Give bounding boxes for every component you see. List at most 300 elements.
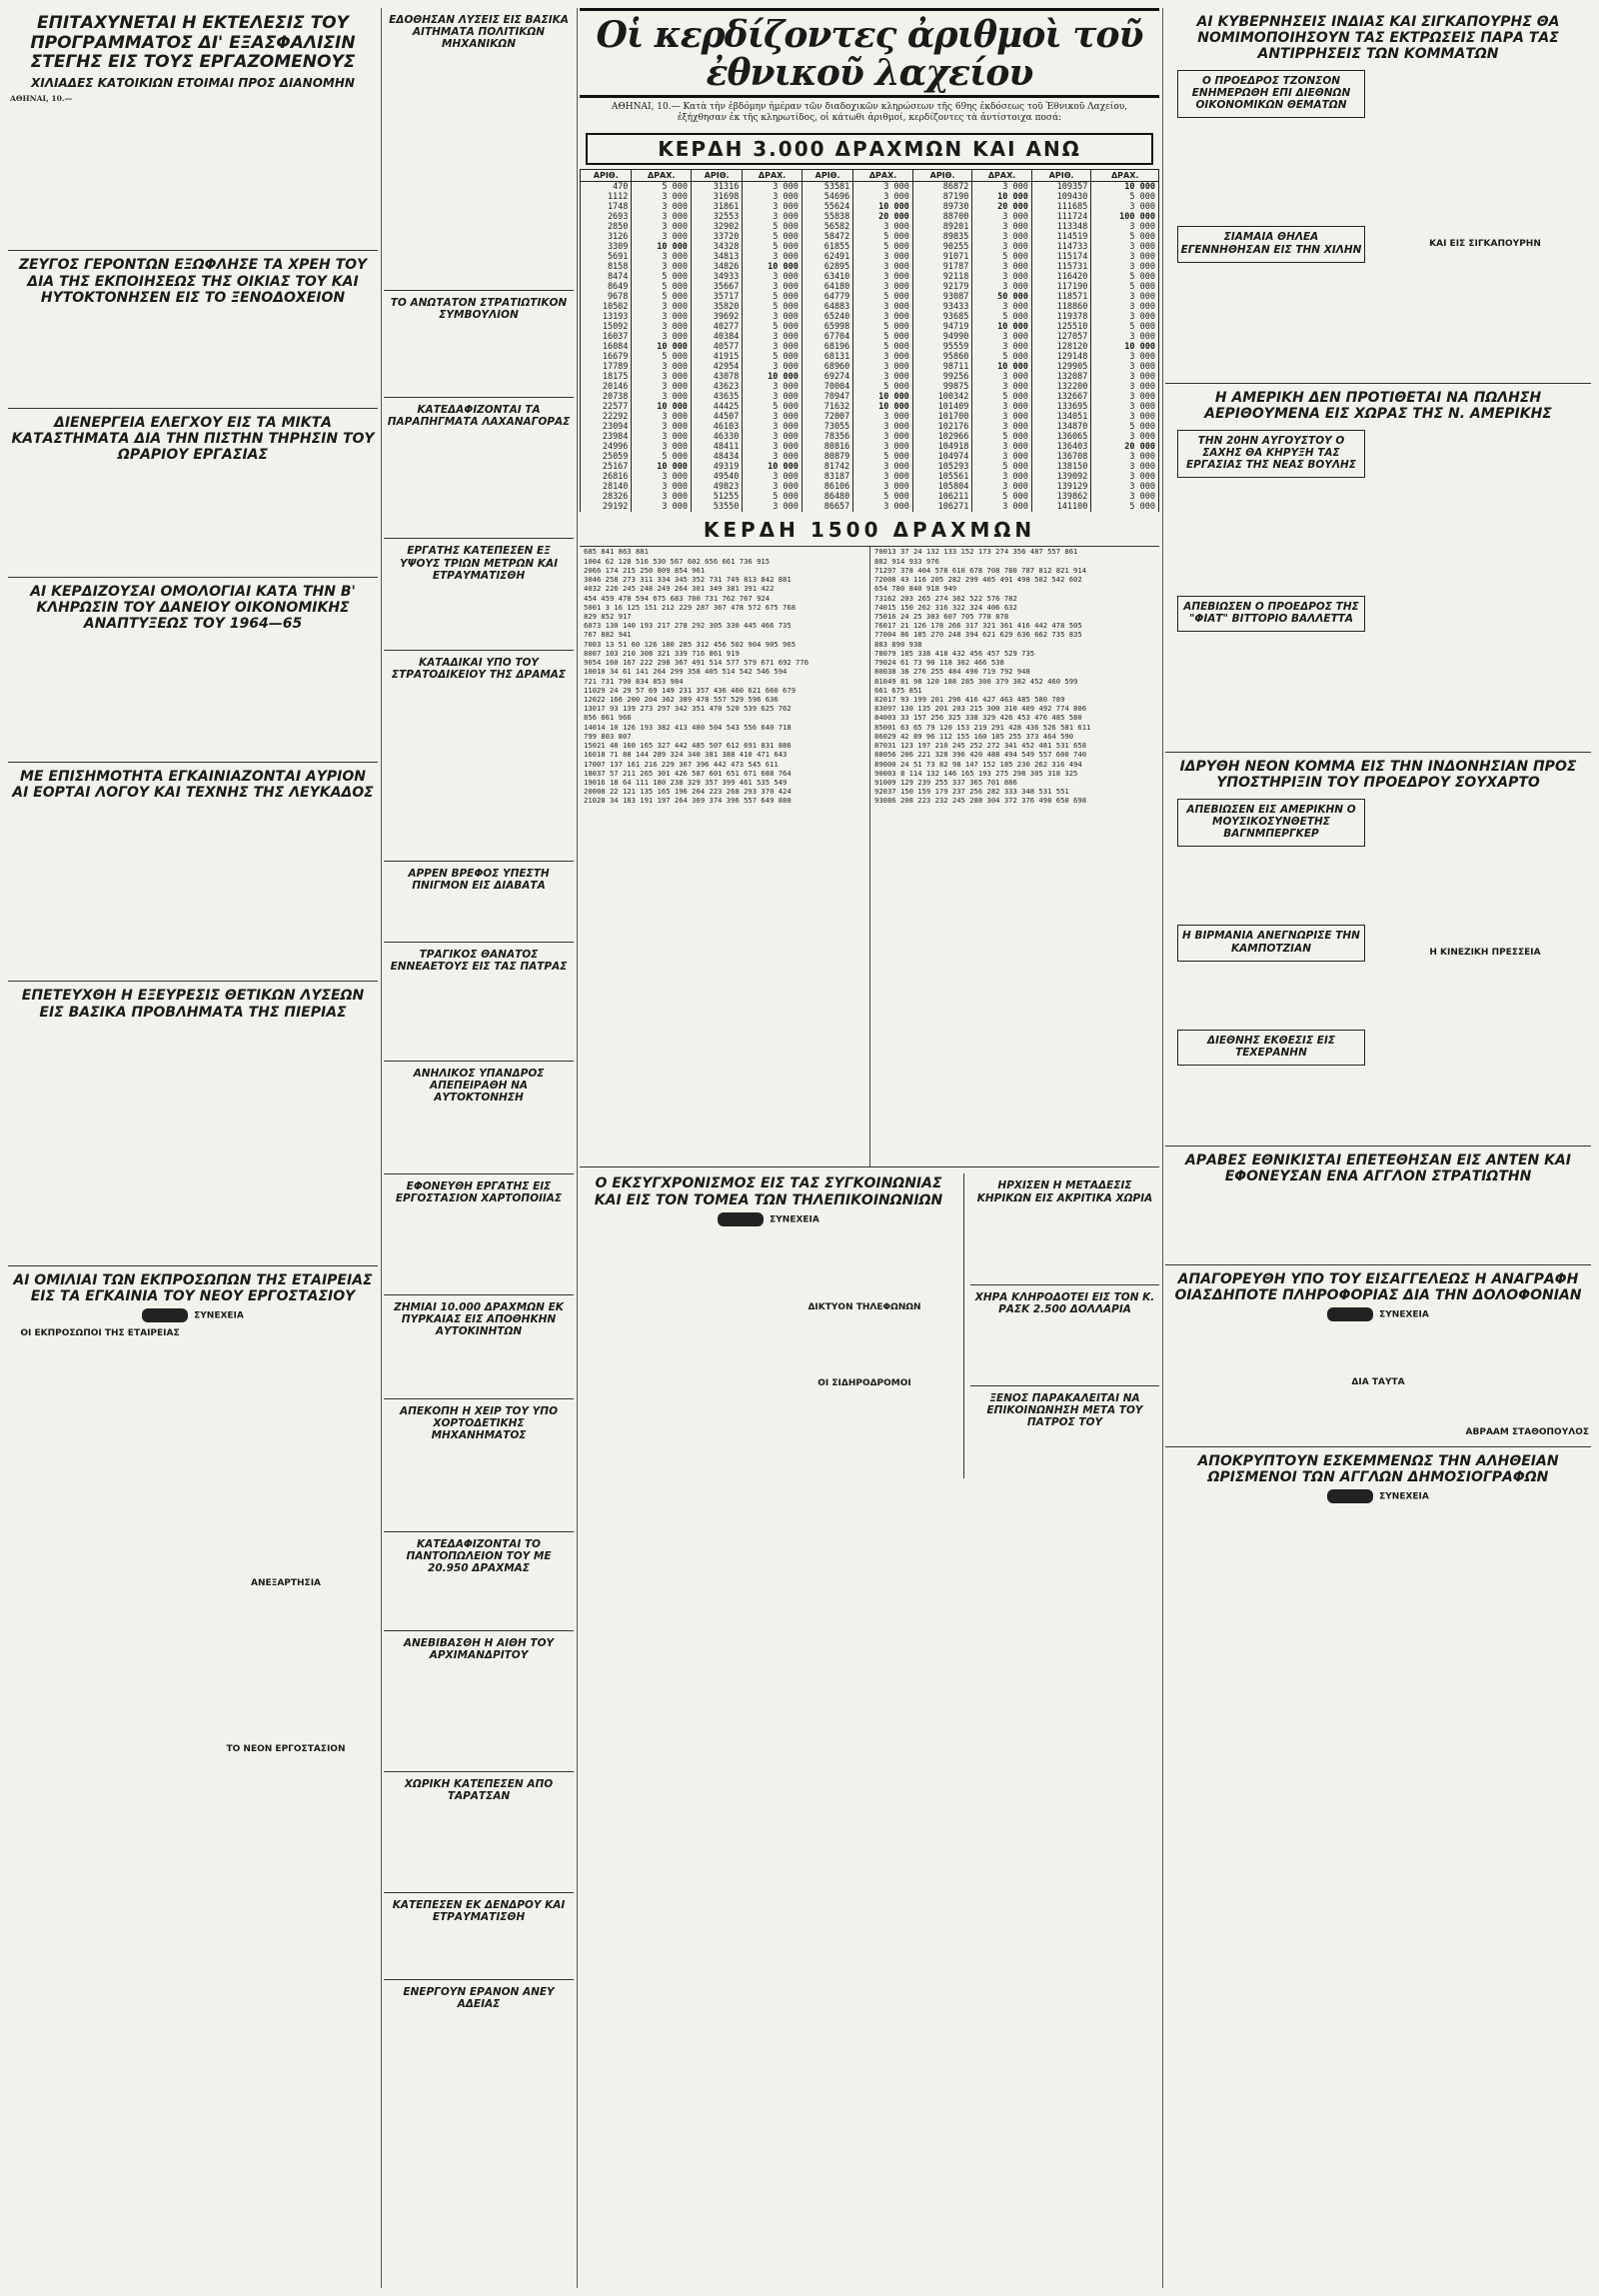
article-body <box>386 325 572 391</box>
ticket-number: 35667 <box>691 282 742 292</box>
ticket-number: 86872 <box>912 181 972 192</box>
table-row <box>581 442 1159 452</box>
prize-amount: 3 000 <box>632 392 692 402</box>
ticket-number: 8158 <box>581 262 632 272</box>
ticket-number: 139092 <box>1031 472 1091 482</box>
headline: ΕΠΙΤΑΧΥΝΕΤΑΙ Η ΕΚΤΕΛΕΣΙΣ ΤΟΥ ΠΡΟΓΡΑΜΜΑΤΟΣ ΔΙ' ΕΞΑΣΦΑΛΙΣΙΝ ΣΤΕΓΗΣ ΕΙΣ ΤΟΥΣ ΕΡΓΑΖΟΜΕΝΟΥΣ <box>30 13 356 73</box>
column-rule <box>381 8 382 2288</box>
ticket-number: 132200 <box>1031 382 1091 392</box>
headline: ΑΝΕΒΙΒΑΣΘΗ Η ΑΙΘΗ ΤΟΥ ΑΡΧΙΜΑΝΔΡΙΤΟΥ <box>403 1636 555 1661</box>
ticket-number: 58472 <box>801 232 852 242</box>
number-line: 87031 123 197 210 245 252 272 341 452 481 531 658 <box>874 741 1087 751</box>
prize-amount: 3 000 <box>972 482 1032 492</box>
article-body <box>1167 267 1375 377</box>
prize-amount: 3 000 <box>853 372 913 382</box>
column-header-drachmas: ΔΡΑΧ. <box>743 169 802 181</box>
prize-amount: 3 000 <box>1091 412 1159 422</box>
ticket-number: 56582 <box>801 222 852 232</box>
prize-amount: 3 000 <box>853 312 913 322</box>
ticket-number: 64883 <box>801 302 852 312</box>
article-lefkada <box>8 763 378 982</box>
headline: Ο ΠΡΟΕΔΡΟΣ ΤΖΟΝΣΟΝ ΕΝΗΜΕΡΩΘΗ ΕΠΙ ΔΙΕΘΝΩΝ ΟΙΚΟΝΟΜΙΚΩΝ ΘΕΜΑΤΩΝ <box>1191 75 1351 112</box>
prize-amount: 5 000 <box>1091 322 1159 332</box>
headline: ΑΙ ΚΕΡΔΙΖΟΥΣΑΙ ΟΜΟΛΟΓΙΑΙ ΚΑΤΑ ΤΗΝ Β' ΚΛΗΡΩΣΙΝ ΤΟΥ ΔΑΝΕΙΟΥ ΟΙΚΟΝΟΜΙΚΗΣ ΑΝΑΠΤΥΞΕΩΣ ΤΟΥ 1964—65 <box>30 584 356 633</box>
ticket-number: 40577 <box>691 342 742 352</box>
headline: ΞΕΝΟΣ ΠΑΡΑΚΑΛΕΙΤΑΙ ΝΑ ΕΠΙΚΟΙΝΩΝΗΣΗ ΜΕΤΑ ΤΟΥ ΠΑΤΡΟΣ ΤΟΥ <box>986 1391 1143 1428</box>
article-journalists <box>1165 1447 1591 1702</box>
ticket-number: 73055 <box>801 422 852 432</box>
ticket-number: 100342 <box>912 392 972 402</box>
ticket-number: 111724 <box>1031 212 1091 222</box>
prize-amount: 3 000 <box>972 242 1032 252</box>
article-body: ΑΘΗΝΑΙ, 10.— <box>10 94 376 244</box>
article-body <box>1381 961 1589 1091</box>
prize-amount: 3 000 <box>1091 252 1159 262</box>
ticket-number: 15092 <box>581 322 632 332</box>
article-body <box>1381 426 1589 746</box>
prize-amount: 5 000 <box>972 312 1032 322</box>
table-row <box>581 372 1159 382</box>
prize-amount: 5 000 <box>632 292 692 302</box>
headline: Η ΑΜΕΡΙΚΗ ΔΕΝ ΠΡΟΤΙΘΕΤΑΙ ΝΑ ΠΩΛΗΣΗ ΑΕΡΙΘΟΥΜΕΝΑ ΕΙΣ ΧΩΡΑΣ ΤΗΣ Ν. ΑΜΕΡΙΚΗΣ <box>1204 389 1552 422</box>
article-body <box>1167 122 1375 222</box>
ticket-number: 13193 <box>581 312 632 322</box>
logo-mark-icon <box>1327 1489 1373 1503</box>
number-line: 767 882 941 <box>584 630 632 640</box>
ticket-number: 80879 <box>801 452 852 462</box>
table-row <box>581 412 1159 422</box>
ticket-number: 41915 <box>691 352 742 362</box>
ticket-number: 102176 <box>912 422 972 432</box>
prize-amount: 5 000 <box>853 242 913 252</box>
ticket-number: 106211 <box>912 492 972 502</box>
prize-amount: 3 000 <box>972 262 1032 272</box>
number-line: 93086 208 223 232 245 288 304 372 376 498 650 698 <box>874 796 1087 806</box>
ticket-number: 86657 <box>801 502 852 512</box>
article-body <box>386 1108 572 1167</box>
number-line: 77004 86 185 270 248 394 621 629 636 662 735 835 <box>874 630 1082 640</box>
ticket-number: 68196 <box>801 342 852 352</box>
number-line: 2066 174 215 250 809 854 961 <box>584 565 706 575</box>
table-row <box>581 202 1159 212</box>
ticket-number: 70004 <box>801 382 852 392</box>
ticket-number: 49540 <box>691 472 742 482</box>
headline: ΑΝΗΛΙΚΟΣ ΥΠΑΝΔΡΟΣ ΑΠΕΠΕΙΡΑΘΗ ΝΑ ΑΥΤΟΚΤΟΝΗΣΗ <box>413 1068 545 1105</box>
article-tree <box>384 1893 574 1980</box>
ticket-number: 62491 <box>801 252 852 262</box>
article-hand <box>384 1399 574 1532</box>
ticket-number: 132087 <box>1031 372 1091 382</box>
number-line: 80038 38 276 255 484 490 719 792 948 <box>874 667 1030 677</box>
ticket-number: 32553 <box>691 212 742 222</box>
number-line: 799 803 807 <box>584 731 632 741</box>
ticket-number: 8474 <box>581 272 632 282</box>
ticket-number: 8649 <box>581 282 632 292</box>
ticket-number: 132667 <box>1031 392 1091 402</box>
prize-amount: 3 000 <box>853 252 913 262</box>
article-body <box>1167 1390 1589 1424</box>
article-body <box>1167 482 1375 592</box>
number-line: 72008 43 116 205 282 299 405 491 498 502 542 602 <box>874 575 1082 585</box>
ticket-number: 109357 <box>1031 181 1091 192</box>
prize-amount: 3 000 <box>972 502 1032 512</box>
prize-amount: 5 000 <box>632 452 692 462</box>
table-row <box>581 402 1159 412</box>
prize-amount: 3 000 <box>632 322 692 332</box>
table-row <box>581 312 1159 322</box>
column-header-drachmas: ΔΡΑΧ. <box>972 169 1032 181</box>
ticket-number: 44425 <box>691 402 742 412</box>
prize-amount: 3 000 <box>1091 332 1159 342</box>
article-body <box>10 1341 190 1951</box>
article-body <box>1167 636 1375 746</box>
table-row <box>581 262 1159 272</box>
ticket-number: 68131 <box>801 352 852 362</box>
prize-amount: 3 000 <box>632 472 692 482</box>
prize-amount: 3 000 <box>632 222 692 232</box>
ticket-number: 89835 <box>912 232 972 242</box>
ticket-number: 62895 <box>801 262 852 272</box>
number-line: 17007 137 161 216 229 367 396 442 473 545 611 <box>584 759 779 769</box>
continuation-label: ΣΥΝΕΧΕΙΑ <box>1167 1307 1589 1321</box>
prize-amount: 5 000 <box>853 342 913 352</box>
prize-amount: 3 000 <box>632 232 692 242</box>
number-line: 454 459 478 594 675 683 700 731 762 767 924 <box>584 593 771 603</box>
table-row <box>581 482 1159 492</box>
prize-amount: 3 000 <box>853 422 913 432</box>
prize-amount: 5 000 <box>1091 282 1159 292</box>
ticket-number: 22292 <box>581 412 632 422</box>
prize-amount: 5 000 <box>853 322 913 332</box>
prize-amount: 5 000 <box>1091 502 1159 512</box>
number-line: 78079 185 338 418 432 456 457 529 735 <box>874 648 1035 658</box>
article-body <box>10 1025 376 1259</box>
ticket-number: 67704 <box>801 332 852 342</box>
prize-amount: 5 000 <box>1091 232 1159 242</box>
ticket-number: 65240 <box>801 312 852 322</box>
article-aden <box>1165 1147 1591 1265</box>
article-body <box>1167 851 1375 921</box>
ticket-number: 31861 <box>691 202 742 212</box>
subheadline: ΧΙΛΙΑΔΕΣ ΚΑΤΟΙΚΙΩΝ ΕΤΟΙΜΑΙ ΠΡΟΣ ΔΙΑΝΟΜΗΝ <box>31 75 355 90</box>
ticket-number: 3309 <box>581 242 632 252</box>
ticket-number: 136403 <box>1031 442 1091 452</box>
ticket-number: 117190 <box>1031 282 1091 292</box>
section-heading: ΔΙΑ ΤΑΥΤΑ <box>1351 1377 1405 1388</box>
headline: ΗΡΧΙΣΕΝ Η ΜΕΤΑΔΕΣΙΣ ΚΗΡΙΚΩΝ ΕΙΣ ΑΚΡΙΤΙΚΑ ΧΩΡΙΑ <box>976 1179 1153 1204</box>
article-fire <box>384 1295 574 1398</box>
prize-amount: 3 000 <box>972 232 1032 242</box>
number-line: 73162 203 265 274 362 522 576 782 <box>874 593 1017 603</box>
number-line: 9054 160 167 222 298 367 491 514 577 579 671 692 776 <box>584 658 809 668</box>
ticket-number: 93087 <box>912 292 972 302</box>
ticket-number: 134870 <box>1031 422 1091 432</box>
prize-amount: 3 000 <box>853 222 913 232</box>
ticket-number: 48434 <box>691 452 742 462</box>
column-header-number: ΑΡΙΘ. <box>691 169 742 181</box>
lottery-intro: ΑΘΗΝΑΙ, 10.— Κατὰ τὴν ἑβδόμην ἡμέραν τῶν διαδοχικῶν κληρώσεων τῆς 69ης ἐκδόσεως τοῦ Ἐθνικοῦ Λαχείου, ἐξήχθησαν ἐκ τῆς κληρωτίδος, οἱ κάτωθι ἀριθμοί, κερδίζοντες τὰ ἀντίστοιχα ποσά: <box>611 101 1128 124</box>
number-line: 79024 61 73 90 118 302 466 538 <box>874 658 1004 668</box>
prize-amount: 3 000 <box>1091 262 1159 272</box>
article-pieria <box>8 982 378 1265</box>
prize-amount: 10 000 <box>743 462 802 472</box>
prize-amount: 3 000 <box>972 332 1032 342</box>
table-row <box>581 242 1159 252</box>
article-archimandrite <box>384 1631 574 1772</box>
ticket-number: 32902 <box>691 222 742 232</box>
number-line: 12022 166 200 204 362 389 478 557 529 596 636 <box>584 694 779 704</box>
article-body <box>386 2014 572 2074</box>
prize-amount: 3 000 <box>853 442 913 452</box>
number-line: 883 890 938 <box>874 639 922 649</box>
prize-amount: 5 000 <box>632 181 692 192</box>
article-body <box>10 636 376 756</box>
ticket-number: 2693 <box>581 212 632 222</box>
prize-amount: 3 000 <box>632 202 692 212</box>
number-line: 82017 93 199 201 296 416 427 463 485 580 789 <box>874 694 1065 704</box>
ticket-number: 93685 <box>912 312 972 322</box>
ticket-number: 55838 <box>801 212 852 222</box>
table-row <box>581 502 1159 512</box>
ticket-number: 129905 <box>1031 362 1091 372</box>
prize-amount: 50 000 <box>972 292 1032 302</box>
ticket-number: 105804 <box>912 482 972 492</box>
headline: ΖΕΥΓΟΣ ΓΕΡΟΝΤΩΝ ΕΞΩΦΛΗΣΕ ΤΑ ΧΡΕΗ ΤΟΥ ΔΙΑ ΤΗΣ ΕΚΠΟΙΗΣΕΩΣ ΤΗΣ ΟΙΚΙΑΣ ΤΟΥ ΚΑΙ ΗΥΤΟΚΤΟΝΗΣΕΝ ΕΙΣ ΤΟ ΞΕΝΟΔΟΧΕΙΟΝ <box>18 257 368 306</box>
prize-amount: 3 000 <box>632 252 692 262</box>
ticket-number: 470 <box>581 181 632 192</box>
article-military-council <box>384 291 574 398</box>
ticket-number: 48411 <box>691 442 742 452</box>
prize-amount: 3 000 <box>853 412 913 422</box>
number-line: 15021 48 160 165 327 442 485 507 612 691 831 886 <box>584 741 792 751</box>
prize-amount: 3 000 <box>743 382 802 392</box>
prize-amount: 3 000 <box>853 362 913 372</box>
prize-amount: 10 000 <box>632 342 692 352</box>
article-housing <box>8 8 378 251</box>
prize-amount: 3 000 <box>972 382 1032 392</box>
prize-amount: 3 000 <box>972 422 1032 432</box>
ticket-number: 133695 <box>1031 402 1091 412</box>
column-header-number: ΑΡΙΘ. <box>801 169 852 181</box>
prize-amount: 10 000 <box>743 372 802 382</box>
table-row <box>581 362 1159 372</box>
table-row <box>581 192 1159 202</box>
number-line: 8007 103 210 308 321 339 716 861 919 <box>584 648 740 658</box>
column-header-drachmas: ΔΡΑΧ. <box>632 169 692 181</box>
ticket-number: 102966 <box>912 432 972 442</box>
number-line: 19016 18 64 111 180 238 329 357 399 461 535 549 <box>584 777 788 787</box>
prize-amount: 5 000 <box>972 392 1032 402</box>
prize-amount: 20 000 <box>972 202 1032 212</box>
prize-amount: 3 000 <box>853 472 913 482</box>
prize-amount: 5 000 <box>743 222 802 232</box>
prize-amount: 3 000 <box>1091 402 1159 412</box>
prize-amount: 3 000 <box>632 442 692 452</box>
prize-amount: 10 000 <box>632 402 692 412</box>
prize-amount: 3 000 <box>743 252 802 262</box>
headline: ΑΠΟΚΡΥΠΤΟΥΝ ΕΣΚΕΜΜΕΝΩΣ ΤΗΝ ΑΛΗΘΕΙΑΝ ΩΡΙΣΜΕΝΟΙ ΤΩΝ ΑΓΓΛΩΝ ΔΗΜΟΣΙΟΓΡΑΦΩΝ <box>1197 1453 1559 1486</box>
prize-amount: 5 000 <box>632 282 692 292</box>
headline: ΕΦΟΝΕΥΘΗ ΕΡΓΑΤΗΣ ΕΙΣ ΕΡΓΟΣΤΑΣΙΟΝ ΧΑΡΤΟΠΟΙΙΑΣ <box>395 1180 563 1205</box>
table-row <box>581 232 1159 242</box>
prize-amount: 5 000 <box>743 232 802 242</box>
table-row <box>581 332 1159 342</box>
ticket-number: 71632 <box>801 402 852 412</box>
article-court-martial <box>384 651 574 862</box>
number-line: 20008 22 121 135 165 196 204 223 268 293 370 424 <box>584 787 792 797</box>
prize-amount: 3 000 <box>1091 492 1159 502</box>
prize-amount: 3 000 <box>972 212 1032 222</box>
article-body <box>386 432 572 532</box>
article-body <box>772 1229 957 1299</box>
prize-amount: 3 000 <box>743 312 802 322</box>
ticket-number: 25167 <box>581 462 632 472</box>
prize-amount: 10 000 <box>972 322 1032 332</box>
section-heading: ΔΙΚΤΥΟΝ ΤΗΛΕΦΩΝΩΝ <box>807 1301 921 1312</box>
prize-amount: 5 000 <box>632 352 692 362</box>
prize-amount: 3 000 <box>853 272 913 282</box>
prize-amount: 5 000 <box>743 292 802 302</box>
headline: ΣΙΑΜΑΙΑ ΘΗΛΕΑ ΕΓΕΝΝΗΘΗΣΑΝ ΕΙΣ ΤΗΝ ΧΙΛΗΝ <box>1180 231 1362 256</box>
article-body <box>386 1445 572 1525</box>
headline: ΔΙΕΝΕΡΓΕΙΑ ΕΛΕΓΧΟΥ ΕΙΣ ΤΑ ΜΙΚΤΑ ΚΑΤΑΣΤΗΜΑΤΑ ΔΙΑ ΤΗΝ ΠΙΣΤΗΝ ΤΗΡΗΣΙΝ ΤΟΥ ΩΡΑΡΙΟΥ ΕΡΓΑΣΙΑΣ <box>11 414 375 463</box>
ticket-number: 53581 <box>801 181 852 192</box>
number-line: 85001 63 65 79 120 153 219 291 428 436 526 581 611 <box>874 722 1091 732</box>
table-row <box>581 322 1159 332</box>
headline: ΚΑΤΕΔΑΦΙΖΟΝΤΑΙ ΤΑ ΠΑΡΑΠΗΓΜΑΤΑ ΛΑΧΑΝΑΓΟΡΑΣ <box>387 404 571 429</box>
prize-amount: 3 000 <box>743 181 802 192</box>
ticket-number: 31316 <box>691 181 742 192</box>
prize-amount: 3 000 <box>1091 462 1159 472</box>
ticket-number: 115174 <box>1031 252 1091 262</box>
table-row <box>581 302 1159 312</box>
number-line: 89000 24 51 73 82 98 147 152 185 230 262 316 494 <box>874 759 1082 769</box>
prize-amount: 5 000 <box>743 322 802 332</box>
article-body <box>772 1315 957 1375</box>
prize-amount: 3 000 <box>972 302 1032 312</box>
ticket-number: 78356 <box>801 432 852 442</box>
ticket-number: 69274 <box>801 372 852 382</box>
prize-amount: 3 000 <box>1091 482 1159 492</box>
article-india-singapore <box>1165 8 1591 384</box>
number-line: 16018 71 88 144 289 324 340 381 388 410 471 643 <box>584 750 788 760</box>
ticket-number: 25059 <box>581 452 632 462</box>
prize-amount: 5 000 <box>972 252 1032 262</box>
headline: ΧΗΡΑ ΚΛΗΡΟΔΟΤΕΙ ΕΙΣ ΤΟΝ Κ. ΡΑΣΚ 2.500 ΔΟΛΛΑΡΙΑ <box>974 1290 1155 1315</box>
article-body <box>386 1806 572 1886</box>
ticket-number: 72007 <box>801 412 852 422</box>
ticket-number: 22577 <box>581 402 632 412</box>
ticket-number: 81742 <box>801 462 852 472</box>
prize-amount: 10 000 <box>972 192 1032 202</box>
ticket-number: 35820 <box>691 302 742 312</box>
ticket-number: 92118 <box>912 272 972 282</box>
prize-amount: 3 000 <box>743 362 802 372</box>
prize-amount: 5 000 <box>743 302 802 312</box>
ticket-number: 5691 <box>581 252 632 262</box>
ticket-number: 34328 <box>691 242 742 252</box>
number-line: 661 675 851 <box>874 685 922 695</box>
prize-amount: 5 000 <box>853 382 913 392</box>
logo-mark-icon <box>1327 1307 1373 1321</box>
headline: ΤΡΑΓΙΚΟΣ ΘΑΝΑΤΟΣ ΕΝΝΕΑΕΤΟΥΣ ΕΙΣ ΤΑΣ ΠΑΤΡΑΣ <box>390 948 568 973</box>
prize-amount: 3 000 <box>972 342 1032 352</box>
article-body <box>10 467 376 571</box>
number-line: 7003 13 51 60 126 180 285 312 456 502 904 905 965 <box>584 639 797 649</box>
number-line: 4032 226 245 248 249 264 301 349 381 391 422 <box>584 584 775 594</box>
article-body <box>386 586 572 644</box>
ticket-number: 3126 <box>581 232 632 242</box>
number-line: 76017 21 126 178 266 317 321 361 416 442 478 505 <box>874 621 1082 631</box>
article-worker-fall <box>384 539 574 650</box>
prize-amount: 3 000 <box>743 272 802 282</box>
prize-amount: 3 000 <box>972 442 1032 452</box>
prize-amount: 10 000 <box>853 202 913 212</box>
ticket-number: 63410 <box>801 272 852 282</box>
ticket-number: 86106 <box>801 482 852 492</box>
number-line: 88056 206 221 328 396 420 488 494 549 557 600 740 <box>874 750 1087 760</box>
ticket-number: 61855 <box>801 242 852 252</box>
table-row <box>581 352 1159 362</box>
article-telecom <box>580 1173 964 1477</box>
prize-amount: 3 000 <box>632 192 692 202</box>
ticket-number: 31698 <box>691 192 742 202</box>
prize-amount: 3 000 <box>853 192 913 202</box>
section-heading: Η ΚΙΝΕΖΙΚΗ ΠΡΕΣΣΕΙΑ <box>1429 948 1541 959</box>
ticket-number: 44507 <box>691 412 742 422</box>
ticket-number: 98711 <box>912 362 972 372</box>
ticket-number: 65998 <box>801 322 852 332</box>
prize-amount: 3 000 <box>853 502 913 512</box>
ticket-number: 51255 <box>691 492 742 502</box>
ticket-number: 91787 <box>912 262 972 272</box>
article-body <box>386 896 572 936</box>
prize-amount: 3 000 <box>972 472 1032 482</box>
table-row <box>581 292 1159 302</box>
ticket-number: 91071 <box>912 252 972 262</box>
ticket-number: 68960 <box>801 362 852 372</box>
prize-amount: 5 000 <box>853 292 913 302</box>
ticket-number: 17789 <box>581 362 632 372</box>
prize-amount: 5 000 <box>972 462 1032 472</box>
continuation-label: ΣΥΝΕΧΕΙΑ <box>10 1308 376 1322</box>
prize-amount: 10 000 <box>853 392 913 402</box>
article-body <box>972 1319 1157 1379</box>
prize-amount: 3 000 <box>972 452 1032 462</box>
ticket-number: 134051 <box>1031 412 1091 422</box>
prize-amount: 3 000 <box>743 192 802 202</box>
article-body <box>386 1342 572 1392</box>
prize-amount: 3 000 <box>853 181 913 192</box>
ticket-number: 94990 <box>912 332 972 342</box>
table-row <box>581 252 1159 262</box>
headline: ΤΟ ΑΝΩΤΑΤΟΝ ΣΤΡΑΤΙΩΤΙΚΟΝ ΣΥΜΒΟΥΛΙΟΝ <box>390 297 568 322</box>
article-indonesia <box>1165 753 1591 1147</box>
ticket-number: 138150 <box>1031 462 1091 472</box>
ticket-number: 28326 <box>581 492 632 502</box>
ticket-number: 125510 <box>1031 322 1091 332</box>
prize-amount: 3 000 <box>1091 292 1159 302</box>
ticket-number: 118571 <box>1031 292 1091 302</box>
prize-amount: 3 000 <box>743 442 802 452</box>
article-body <box>386 1665 572 1765</box>
prize-amount: 10 000 <box>632 242 692 252</box>
prize-amount: 5 000 <box>1091 192 1159 202</box>
article-paper-factory <box>384 1174 574 1295</box>
prize-amount: 3 000 <box>1091 362 1159 372</box>
ticket-number: 127057 <box>1031 332 1091 342</box>
prize-amount: 3 000 <box>1091 452 1159 462</box>
